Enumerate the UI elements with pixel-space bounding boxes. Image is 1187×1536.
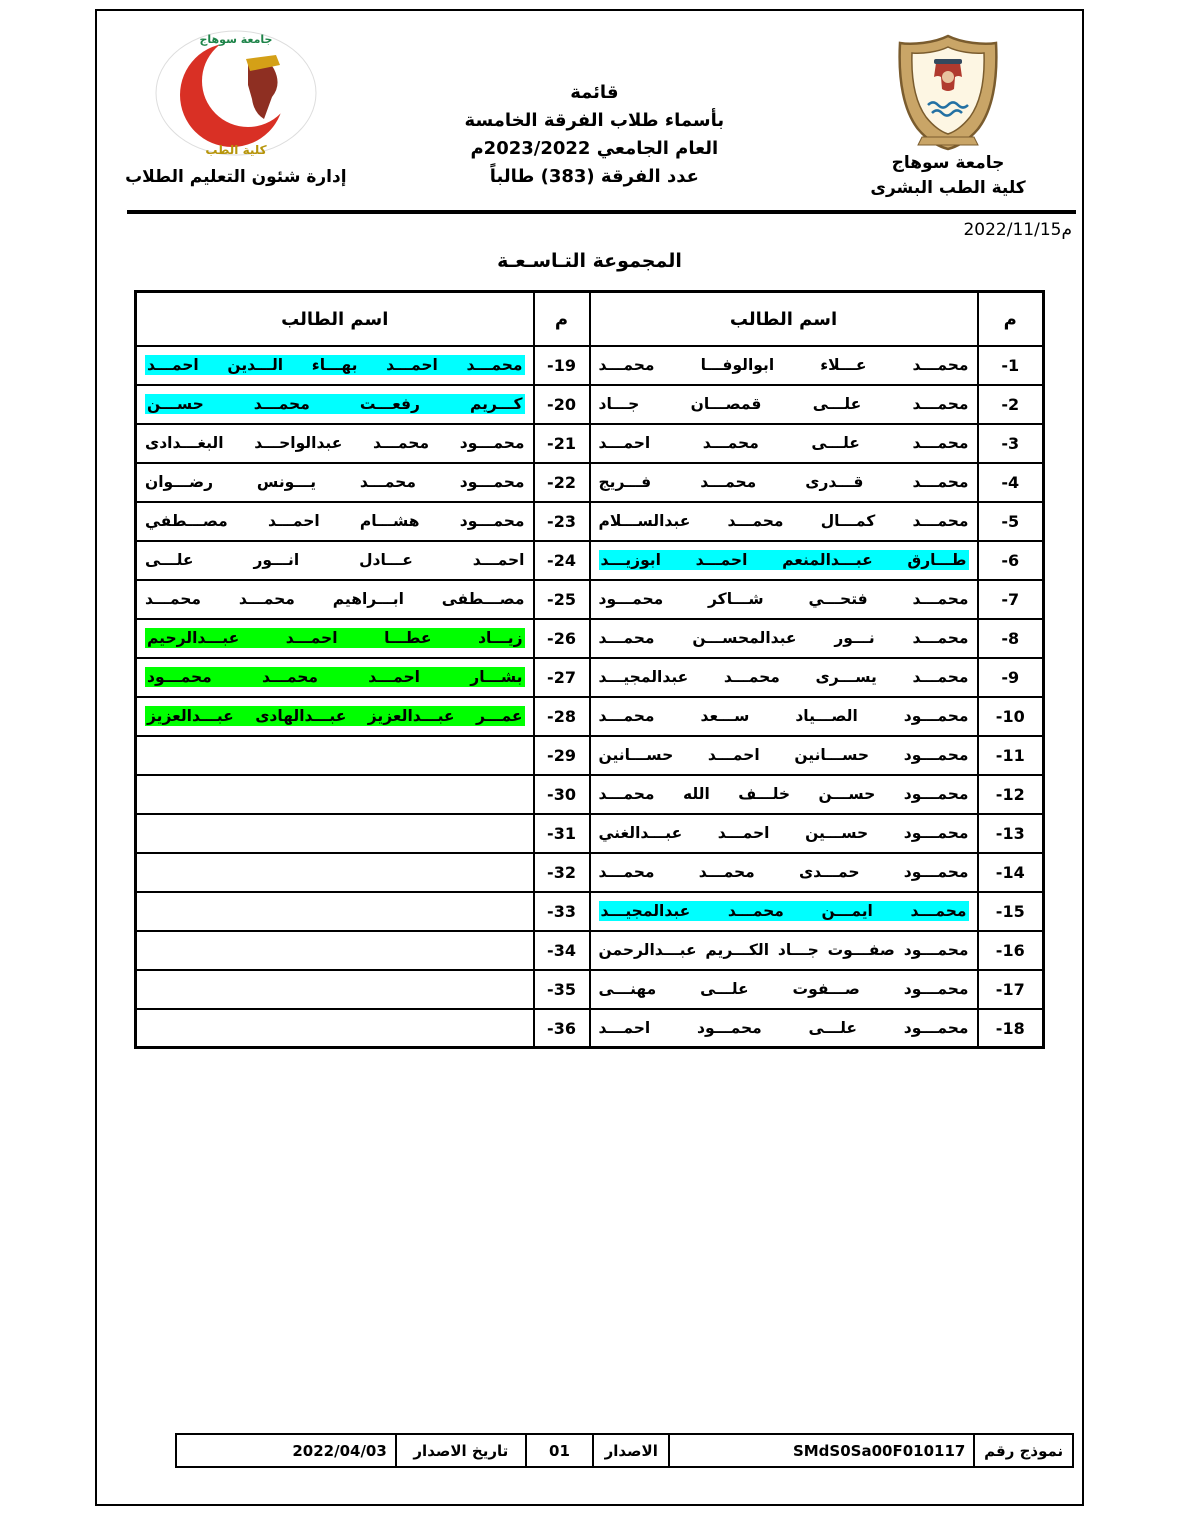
row-number-left-cell [534, 1009, 590, 1048]
student-name-left-cell [136, 424, 534, 463]
student-name-left: كـــريم رفعـــت محمـــد حســـن [147, 395, 523, 414]
row-number-right-cell [978, 385, 1044, 424]
student-name-right: محمـــود صـــفوت علـــى مهنـــى [598, 980, 969, 999]
student-name-right-cell [590, 931, 978, 970]
row-number-right-cell [978, 853, 1044, 892]
row-number-left-cell [534, 619, 590, 658]
student-name-right-cell [590, 619, 978, 658]
row-number-left-cell [534, 424, 590, 463]
faculty-of-medicine-crescent-logo-icon [152, 27, 320, 159]
student-name-right: محمـــد نـــور عبدالمحســـن محمـــد [598, 629, 969, 648]
row-number-left: 35- [547, 979, 576, 999]
student-name-right: محمـــد علـــى قمصـــان جـــاد [598, 395, 969, 414]
students-table-body [136, 346, 1044, 1048]
row-number-left-cell [534, 658, 590, 697]
student-name-left-cell [136, 931, 534, 970]
row-number-right-cell [978, 619, 1044, 658]
row-number-right-cell [978, 814, 1044, 853]
row-number-left-cell [534, 970, 590, 1009]
table-header-row [136, 292, 1044, 346]
row-number-right: 14- [995, 862, 1025, 882]
row-number-left: 21- [547, 433, 576, 453]
student-row [136, 775, 1044, 814]
student-name-right: محمـــود صفـــوت جـــاد الكـــريم عبـــدالرحمن [598, 941, 969, 960]
student-name-left-cell [136, 580, 534, 619]
row-number-right: 6- [1001, 550, 1020, 570]
row-number-right-cell [978, 736, 1044, 775]
row-number-left: 24- [547, 550, 576, 570]
group-title: المجموعة التـاسـعـة [497, 250, 682, 273]
student-name-left-cell [136, 775, 534, 814]
student-name-left-cell [136, 736, 534, 775]
student-name-right: محمـــد يســـرى محمـــد عبدالمجيـــد [598, 668, 969, 687]
row-number-left-cell [534, 502, 590, 541]
issue-value: 01 [526, 1434, 593, 1467]
student-row [136, 931, 1044, 970]
student-name-left: احمـــد عـــادل انـــور علـــى [145, 551, 525, 570]
row-number-right: 2- [1001, 394, 1020, 414]
student-name-left: بشـــار احمـــد محمـــد محمـــود [147, 668, 523, 687]
student-name-right: طـــارق عبـــدالمنعم احمـــد ابوزيـــد [600, 551, 967, 570]
row-number-left-cell [534, 853, 590, 892]
student-name-right: محمـــود علـــى محمـــود احمـــد [598, 1019, 969, 1038]
row-number-left-cell [534, 541, 590, 580]
administration-name: إدارة شئون التعليم الطلاب [125, 167, 347, 187]
row-number-left-cell [534, 892, 590, 931]
row-number-right-cell [978, 580, 1044, 619]
row-number-left: 22- [547, 472, 576, 492]
student-row [136, 697, 1044, 736]
row-number-right: 5- [1001, 511, 1020, 531]
row-number-right: 16- [995, 940, 1025, 960]
row-number-left: 26- [547, 628, 576, 648]
student-name-right: محمـــد ايمـــن محمـــد عبدالمجيـــد [600, 902, 967, 921]
row-number-right: 13- [995, 823, 1025, 843]
student-name-right-cell [590, 463, 978, 502]
row-number-left: 28- [547, 706, 576, 726]
row-number-left: 23- [547, 511, 576, 531]
row-number-left-cell [534, 931, 590, 970]
title-line-4: عدد الفرقة (383) طالباً [489, 165, 699, 187]
row-number-right: 15- [995, 901, 1025, 921]
student-row [136, 346, 1044, 385]
form-no-label: نموذج رقم [974, 1434, 1073, 1467]
title-line-3: العام الجامعي 2023/2022م [470, 137, 719, 159]
row-number-right-cell [978, 541, 1044, 580]
student-name-right-cell [590, 1009, 978, 1048]
row-number-right-cell [978, 424, 1044, 463]
student-name-left-cell [136, 541, 534, 580]
university-name: جامعة سوهاج [891, 153, 1005, 173]
title-line-2: بأسماء طلاب الفرقة الخامسة [464, 109, 725, 131]
row-number-right: 8- [1001, 628, 1020, 648]
administration-header-block [105, 19, 367, 187]
student-name-left-cell [136, 658, 534, 697]
student-name-left-cell [136, 853, 534, 892]
student-name-right-cell [590, 736, 978, 775]
student-row [136, 736, 1044, 775]
row-number-left: 36- [547, 1018, 576, 1038]
student-row [136, 463, 1044, 502]
student-row [136, 541, 1044, 580]
row-number-right-cell [978, 775, 1044, 814]
row-number-right-cell [978, 658, 1044, 697]
header-name-left: اسم الطالب [136, 292, 534, 346]
student-name-right-cell [590, 502, 978, 541]
row-number-right: 18- [995, 1018, 1025, 1038]
faculty-logo-bottom-text: كلية الطب [205, 143, 267, 157]
page-border-frame [95, 9, 1084, 1506]
student-name-right: محمـــود الصـــياد ســـعد محمـــد [598, 707, 969, 726]
row-number-left: 30- [547, 784, 576, 804]
issue-label: الاصدار [593, 1434, 669, 1467]
student-name-right-cell [590, 346, 978, 385]
student-name-right: محمـــد عـــلاء ابوالوفـــا محمـــد [598, 356, 969, 375]
faculty-logo-top-text: جامعة سوهاج [199, 33, 273, 46]
student-row [136, 385, 1044, 424]
student-name-left-cell [136, 385, 534, 424]
student-name-right-cell [590, 853, 978, 892]
student-name-right-cell [590, 424, 978, 463]
row-number-right-cell [978, 502, 1044, 541]
student-name-left-cell [136, 502, 534, 541]
header-num-left: م [534, 292, 590, 346]
row-number-right-cell [978, 970, 1044, 1009]
row-number-right-cell [978, 1009, 1044, 1048]
document-date [97, 214, 1082, 240]
student-name-left-cell [136, 463, 534, 502]
row-number-right: 9- [1001, 667, 1020, 687]
row-number-right-cell [978, 346, 1044, 385]
student-name-left-cell [136, 346, 534, 385]
student-row [136, 658, 1044, 697]
student-name-right-cell [590, 814, 978, 853]
student-name-right-cell [590, 385, 978, 424]
row-number-right: 1- [1001, 355, 1020, 375]
footer-row [176, 1434, 1073, 1467]
title-line-1: قائمة [570, 82, 619, 103]
student-name-right-cell [590, 892, 978, 931]
student-name-right-cell [590, 970, 978, 1009]
header-num-right: م [978, 292, 1044, 346]
row-number-left: 25- [547, 589, 576, 609]
date-value: 2022/11/15م [963, 220, 1072, 241]
row-number-left: 20- [547, 394, 576, 414]
student-name-right-cell [590, 658, 978, 697]
student-name-right: محمـــود حســـانين احمـــد حســـانين [598, 746, 969, 765]
student-row [136, 619, 1044, 658]
row-number-left: 29- [547, 745, 576, 765]
students-table [134, 290, 1045, 1049]
row-number-right: 12- [995, 784, 1025, 804]
student-name-left: محمـــود محمـــد عبدالواحـــد البغـــدادى [145, 434, 525, 453]
student-row [136, 814, 1044, 853]
row-number-left-cell [534, 736, 590, 775]
footer-table [175, 1433, 1074, 1468]
row-number-left-cell [534, 385, 590, 424]
header-name-right: اسم الطالب [590, 292, 978, 346]
student-row [136, 502, 1044, 541]
row-number-left-cell [534, 580, 590, 619]
row-number-right: 7- [1001, 589, 1020, 609]
row-number-left: 27- [547, 667, 576, 687]
student-name-left: زيـــاد عطـــا احمـــد عبـــدالرحيم [147, 629, 523, 648]
row-number-right-cell [978, 697, 1044, 736]
row-number-right-cell [978, 892, 1044, 931]
student-row [136, 853, 1044, 892]
row-number-left: 19- [547, 355, 576, 375]
row-number-right-cell [978, 463, 1044, 502]
form-no-code: SMdS0Sa00F010117 [792, 1441, 966, 1460]
student-name-right: محمـــد علـــى محمـــد احمـــد [598, 434, 969, 453]
student-name-left: مصـــطفى ابـــراهيم محمـــد محمـــد [145, 590, 525, 609]
student-name-left-cell [136, 892, 534, 931]
student-row [136, 424, 1044, 463]
student-name-right: محمـــود حســـن خلـــف الله محمـــد [598, 785, 969, 804]
student-name-right-cell [590, 580, 978, 619]
student-name-left-cell [136, 814, 534, 853]
student-name-right-cell [590, 697, 978, 736]
row-number-right: 3- [1001, 433, 1020, 453]
student-name-right: محمـــد قـــدرى محمـــد فـــريج [598, 473, 969, 492]
row-number-left-cell [534, 346, 590, 385]
row-number-right: 17- [995, 979, 1025, 999]
student-name-left-cell [136, 697, 534, 736]
document-header [97, 11, 1082, 200]
row-number-left: 33- [547, 901, 576, 921]
student-name-right: محمـــد كمـــال محمـــد عبدالســـلام [598, 512, 969, 531]
student-name-left: عمـــر عبـــدالعزيز عبـــدالهادى عبـــدالعزيز [147, 707, 523, 726]
row-number-left-cell [534, 463, 590, 502]
student-name-right: محمـــود حســـين احمـــد عبـــدالغني [598, 824, 969, 843]
student-name-left-cell [136, 1009, 534, 1048]
student-name-right: محمـــود حمـــدى محمـــد محمـــد [598, 863, 969, 882]
row-number-right: 11- [995, 745, 1025, 765]
row-number-right-cell [978, 931, 1044, 970]
student-row [136, 1009, 1044, 1048]
list-title-block [367, 19, 822, 191]
faculty-name: كلية الطب البشرى [870, 177, 1026, 198]
student-name-left: محمـــود محمـــد يـــونس رضـــوان [145, 473, 525, 492]
row-number-left: 34- [547, 940, 576, 960]
issue-date: 2022/04/03 [292, 1441, 387, 1460]
student-name-left-cell [136, 619, 534, 658]
row-number-left-cell [534, 775, 590, 814]
student-name-left-cell [136, 970, 534, 1009]
student-name-right-cell [590, 541, 978, 580]
university-header-block [822, 19, 1074, 200]
row-number-right: 10- [995, 706, 1025, 726]
sohag-university-shield-logo-icon [892, 33, 1004, 151]
student-name-left: محمـــود هشـــام احمـــد مصـــطفي [145, 512, 525, 531]
student-name-right: محمـــد فتحـــي شـــاكر محمـــود [598, 590, 969, 609]
row-number-left: 32- [547, 862, 576, 882]
row-number-left-cell [534, 697, 590, 736]
student-name-right-cell [590, 775, 978, 814]
issue-date-value [176, 1434, 396, 1467]
issue-date-label: تاريخ الاصدار [396, 1434, 526, 1467]
student-name-left: محمـــد احمـــد بهـــاء الـــدين احمـــد [147, 356, 523, 375]
row-number-left: 31- [547, 823, 576, 843]
student-row [136, 892, 1044, 931]
form-no-value [669, 1434, 974, 1467]
row-number-right: 4- [1001, 472, 1020, 492]
row-number-left-cell [534, 814, 590, 853]
student-row [136, 580, 1044, 619]
student-row [136, 970, 1044, 1009]
